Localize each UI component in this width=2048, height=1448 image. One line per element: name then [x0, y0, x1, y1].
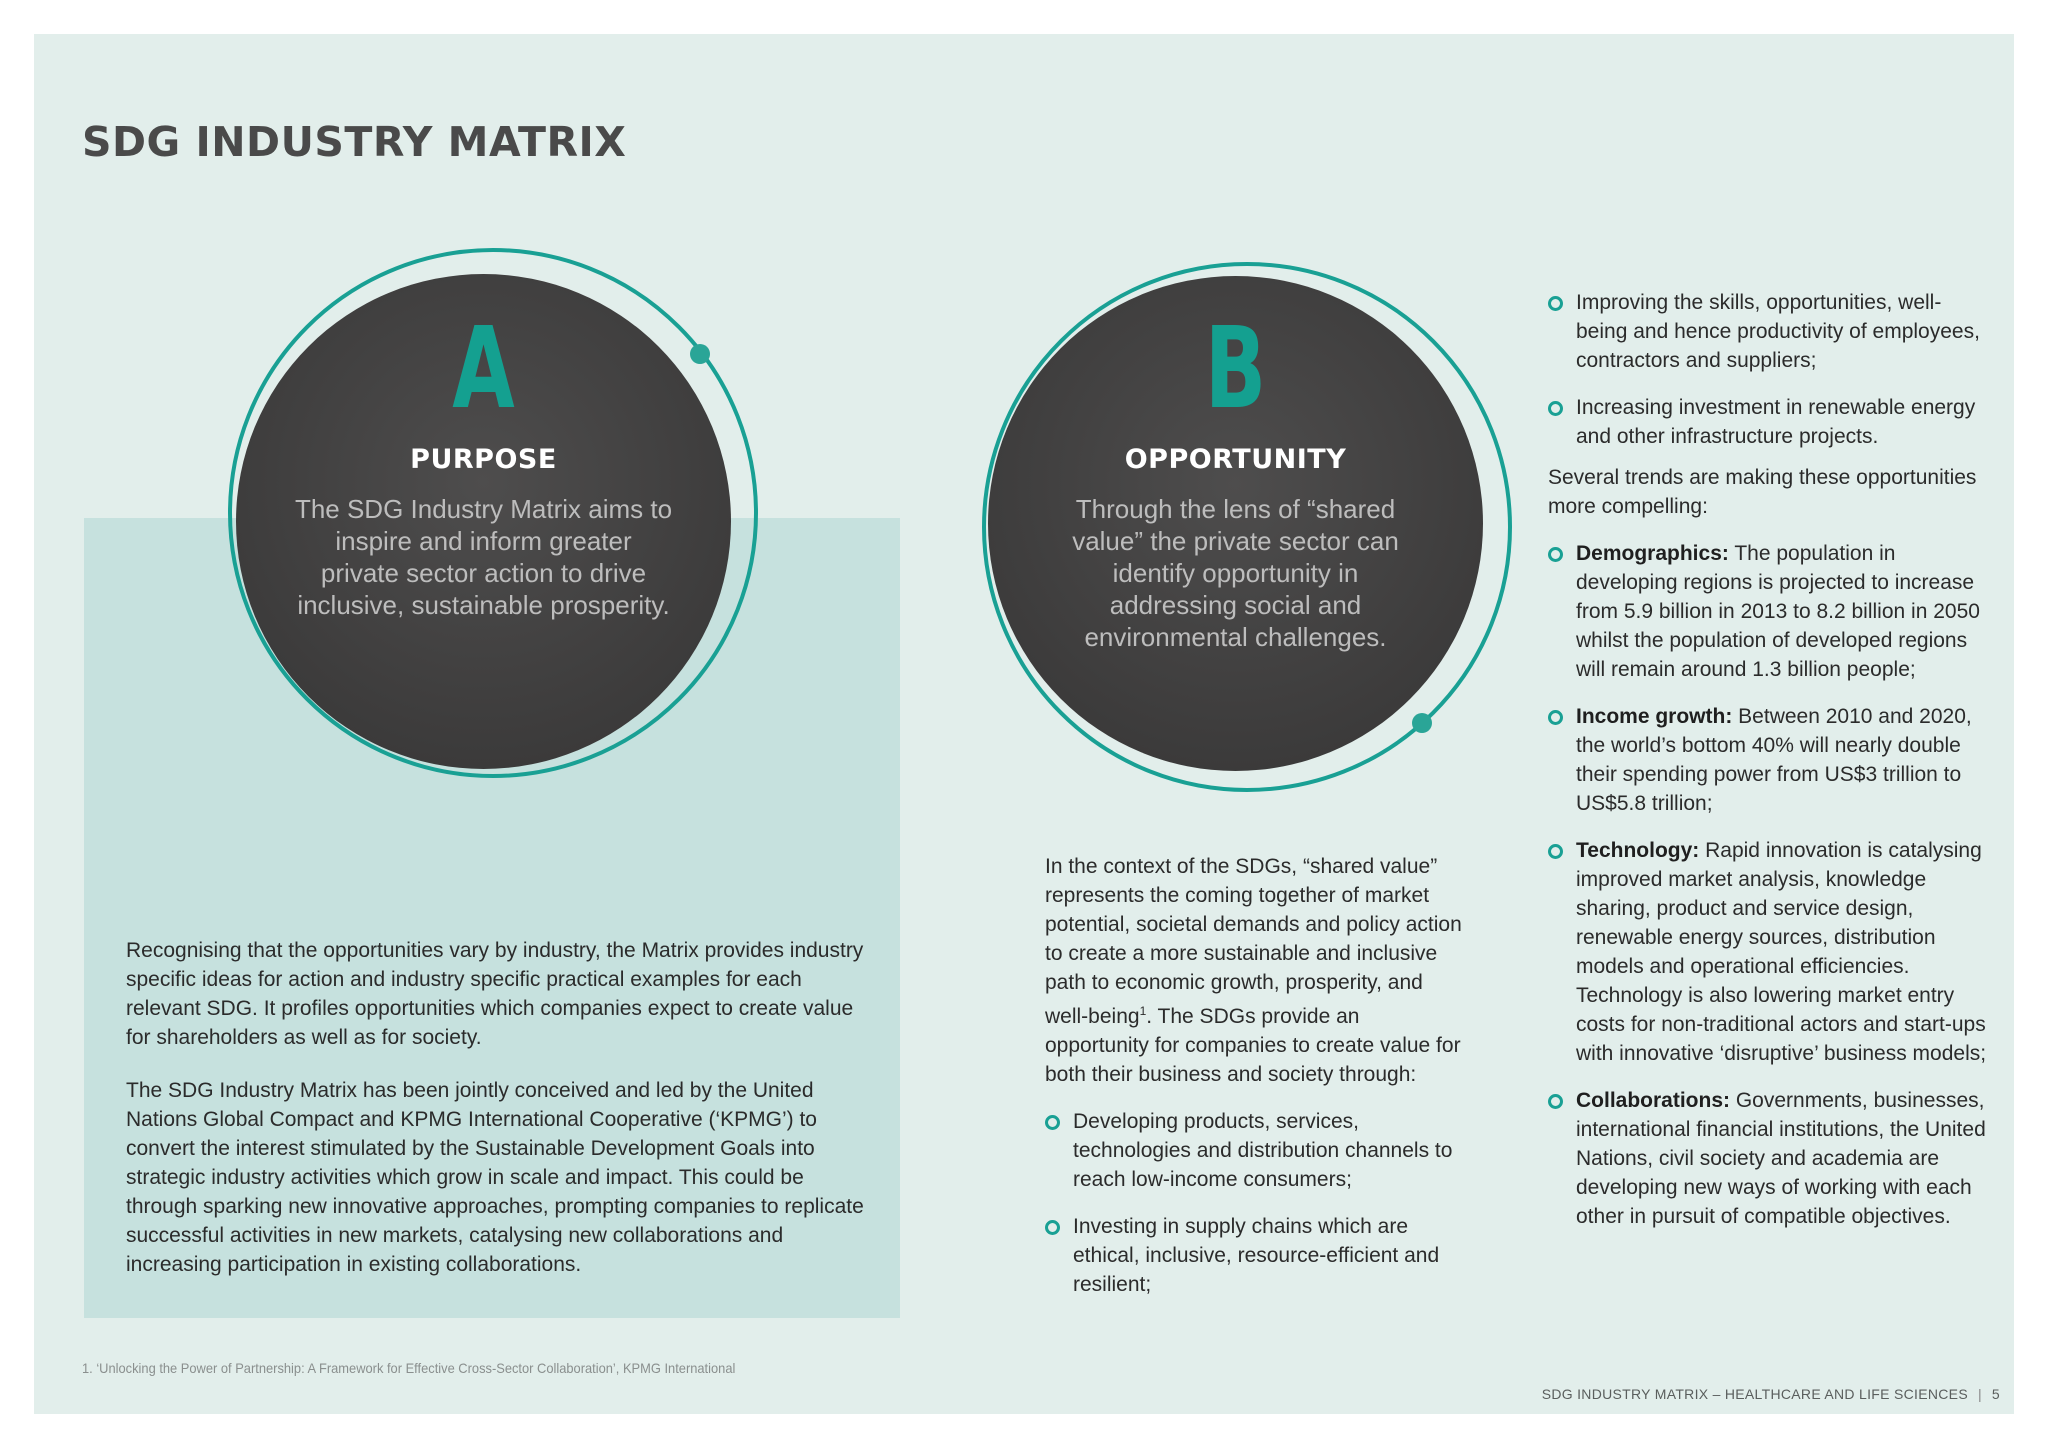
- ring-dot-icon: [1412, 713, 1432, 733]
- list-item: [1548, 1086, 1988, 1231]
- trends-list: [1548, 539, 1988, 1231]
- trend-text: Between 2010 and 2020, the world’s bottom 40% will nearly double their spending power from US$3 trillion to US$5.8 trillion;: [1576, 705, 1972, 815]
- left-column: [126, 936, 866, 1279]
- purpose-text: The SDG Industry Matrix aims to inspire and inform greater private sector action to drive inclusive, sustainable prosperity.: [294, 494, 673, 620]
- purpose-letter: A: [452, 304, 515, 434]
- opportunity-letter: B: [1204, 304, 1267, 434]
- trend-text: Rapid innovation is catalysing improved market analysis, knowledge sharing, product and service design, renewable energy sources, distribution models and operational efficiencies. Technology is also lowering market entry costs for non-traditional actors and start-ups with innovative ‘disruptive’ business models;: [1576, 839, 1987, 1065]
- footnote-marker: 1: [1139, 1004, 1147, 1018]
- list-item: Improving the skills, opportunities, well-being and hence productivity of employees, contractors and suppliers;: [1548, 288, 1988, 375]
- footer-separator: |: [1977, 1386, 1982, 1402]
- opportunity-list-continued: [1548, 288, 1988, 451]
- trend-label: Income growth:: [1576, 705, 1733, 728]
- list-item: Developing products, services, technologies and distribution channels to reach low-income consumers;: [1045, 1107, 1465, 1194]
- list-item: Increasing investment in renewable energy and other infrastructure projects.: [1548, 393, 1988, 451]
- page-title: SDG INDUSTRY MATRIX: [82, 118, 627, 166]
- opportunity-heading: OPPORTUNITY: [1124, 444, 1347, 475]
- ring-dot-icon: [690, 344, 710, 364]
- middle-column: [1045, 852, 1465, 1299]
- list-item: [1548, 836, 1988, 1068]
- opportunity-list: [1045, 1107, 1465, 1299]
- trend-label: Technology:: [1576, 839, 1700, 862]
- right-column: [1548, 288, 1988, 1249]
- page-number: 5: [1991, 1386, 2000, 1402]
- footer-title: SDG INDUSTRY MATRIX – HEALTHCARE AND LIFE SCIENCES: [1541, 1386, 1968, 1402]
- opportunity-text: Through the lens of “shared value” the private sector can identify opportunity in addressing social and environmental challenges.: [1072, 494, 1399, 652]
- opportunity-circle: [988, 276, 1483, 771]
- paragraph: The SDG Industry Matrix has been jointly conceived and led by the United Nations Global Compact and KPMG International Cooperative (‘KPMG’) to convert the interest stimulated by the Sustainable Development Goals into strategic industry activities which grow in scale and impact. This could be through sparking new innovative approaches, prompting companies to replicate successful activities in new markets, catalysing new collaborations and increasing participation in existing collaborations.: [126, 1079, 864, 1276]
- list-item: [1548, 702, 1988, 818]
- trend-text: Governments, businesses, international financial institutions, the United Nations, civil society and academia are developing new ways of working with each other in pursuit of compatible objectives.: [1576, 1089, 1986, 1228]
- trend-label: Demographics:: [1576, 542, 1729, 565]
- paragraph: Recognising that the opportunities vary by industry, the Matrix provides industry specific ideas for action and industry specific practical examples for each relevant SDG. It profiles opportunities which companies expect to create value for shareholders as well as for society.: [126, 939, 864, 1049]
- paragraph-text: . The SDGs provide an opportunity for companies to create value for both their business and society through:: [1045, 1005, 1461, 1086]
- list-item: Investing in supply chains which are ethical, inclusive, resource-efficient and resilient;: [1045, 1212, 1465, 1299]
- footnote: 1. ‘Unlocking the Power of Partnership: A Framework for Effective Cross-Sector Collaboration’, KPMG International: [82, 1360, 736, 1376]
- purpose-circle: [236, 274, 731, 769]
- purpose-heading: PURPOSE: [410, 444, 557, 475]
- trend-text: The population in developing regions is projected to increase from 5.9 billion in 2013 to 8.2 billion in 2050 whilst the population of developed regions will remain around 1.3 billion people;: [1576, 542, 1980, 681]
- trend-label: Collaborations:: [1576, 1089, 1731, 1112]
- page-footer: [1280, 1386, 2000, 1402]
- paragraph-text: In the context of the SDGs, “shared value” represents the coming together of market potential, societal demands and policy action to create a more sustainable and inclusive path to economic growth, prosperity, and well-being: [1045, 855, 1462, 1028]
- shared-value-paragraph: [1045, 852, 1465, 1089]
- trends-intro: Several trends are making these opportunities more compelling:: [1548, 466, 1977, 518]
- list-item: [1548, 539, 1988, 684]
